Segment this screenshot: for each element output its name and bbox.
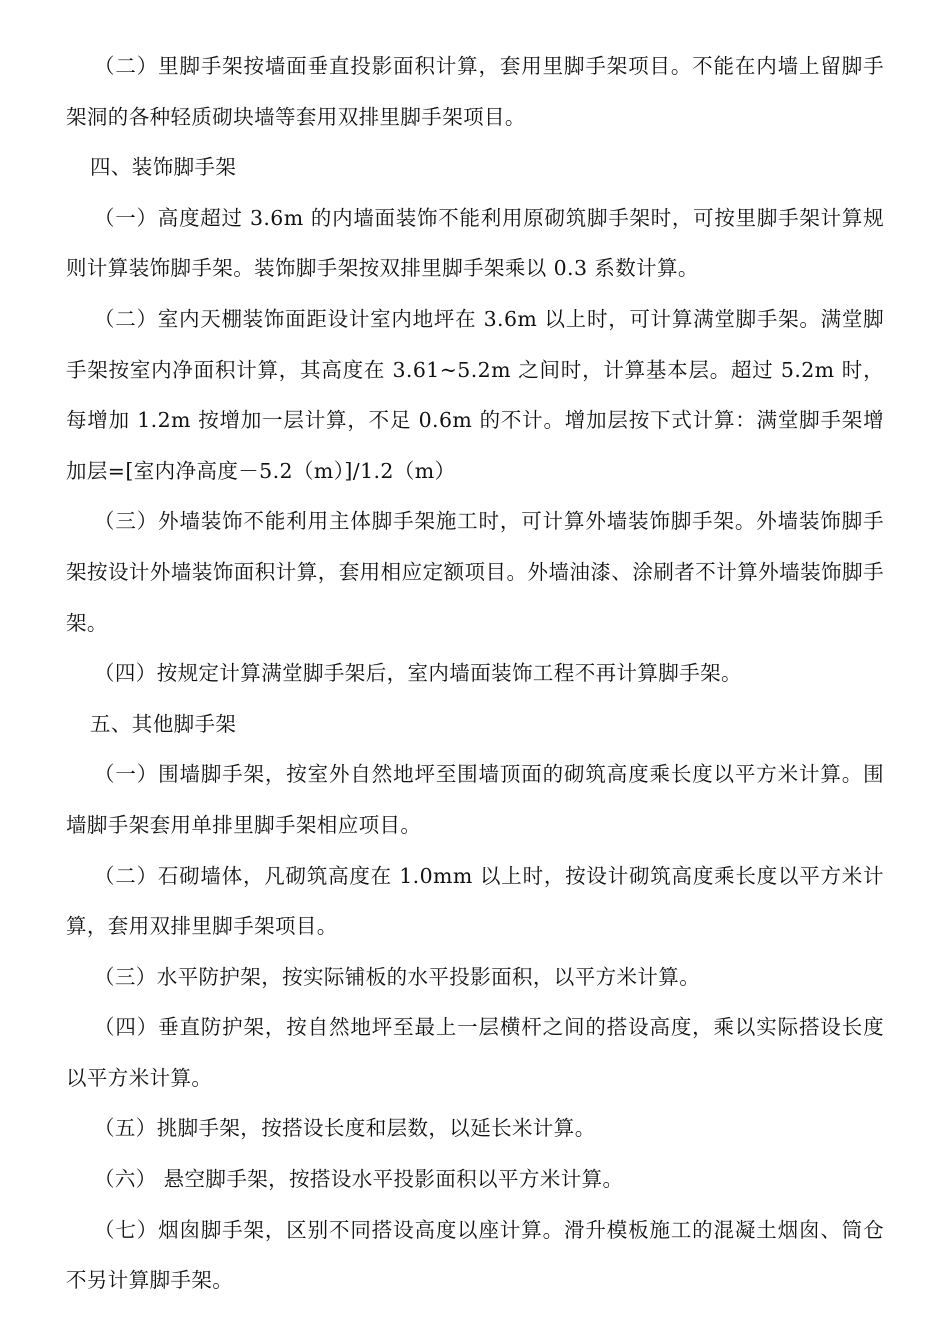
document-body xyxy=(66,41,884,1306)
paragraph-interior-scaffold: （二）里脚手架按墙面垂直投影面积计算，套用里脚手架项目。不能在内墙上留脚手架洞的各种轻质砌块墙等套用双排里脚手架项目。 xyxy=(66,54,884,129)
paragraph-other-7: （七）烟囱脚手架，区别不同搭设高度以座计算。滑升模板施工的混凝土烟囱、筒仓不另计算脚手架。 xyxy=(66,1217,884,1293)
paragraph-decoration-3: （三）外墙装饰不能利用主体脚手架施工时，可计算外墙装饰脚手架。外墙装饰脚手架按设计外墙装饰面积计算，套用相应定额项目。外墙油漆、涂刷者不计算外墙装饰脚手架。 xyxy=(66,509,884,635)
section-heading-decoration-scaffold: 四、装饰脚手架 xyxy=(90,155,237,180)
paragraph-other-5: （五）挑脚手架，按搭设长度和层数，以延长米计算。 xyxy=(94,1116,596,1141)
paragraph-other-3: （三）水平防护架，按实际铺板的水平投影面积，以平方米计算。 xyxy=(94,964,701,989)
paragraph-other-4: （四）垂直防护架，按自然地坪至最上一层横杆之间的搭设高度，乘以实际搭设长度以平方米计算。 xyxy=(66,1015,884,1090)
paragraph-other-1: （一）围墙脚手架，按室外自然地坪至围墙顶面的砌筑高度乘长度以平方米计算。围墙脚手架套用单排里脚手架相应项目。 xyxy=(66,762,884,837)
paragraph-decoration-4: （四）按规定计算满堂脚手架后，室内墙面装饰工程不再计算脚手架。 xyxy=(94,661,742,686)
paragraph-decoration-2: （二）室内天棚装饰面距设计室内地坪在 3.6m 以上时，可计算满堂脚手架。满堂脚手架按室内净面积计算，其高度在 3.61~5.2m 之间时，计算基本层。超过 5.2m 时，每增加 1.2m 按增加一层计算，不足 0.6m 的不计。增加层按下式计算：满堂脚手架增加层=[室内净高度－5.2（m）]/1.2（m） xyxy=(66,306,884,483)
section-heading-other-scaffold: 五、其他脚手架 xyxy=(90,711,237,736)
paragraph-other-2: （二）石砌墙体，凡砌筑高度在 1.0mm 以上时，按设计砌筑高度乘长度以平方米计算，套用双排里脚手架项目。 xyxy=(66,863,884,939)
paragraph-other-6: （六） 悬空脚手架，按搭设水平投影面积以平方米计算。 xyxy=(94,1167,624,1192)
paragraph-decoration-1: （一）高度超过 3.6m 的内墙面装饰不能利用原砌筑脚手架时，可按里脚手架计算规则计算装饰脚手架。装饰脚手架按双排里脚手架乘以 0.3 系数计算。 xyxy=(66,205,884,281)
